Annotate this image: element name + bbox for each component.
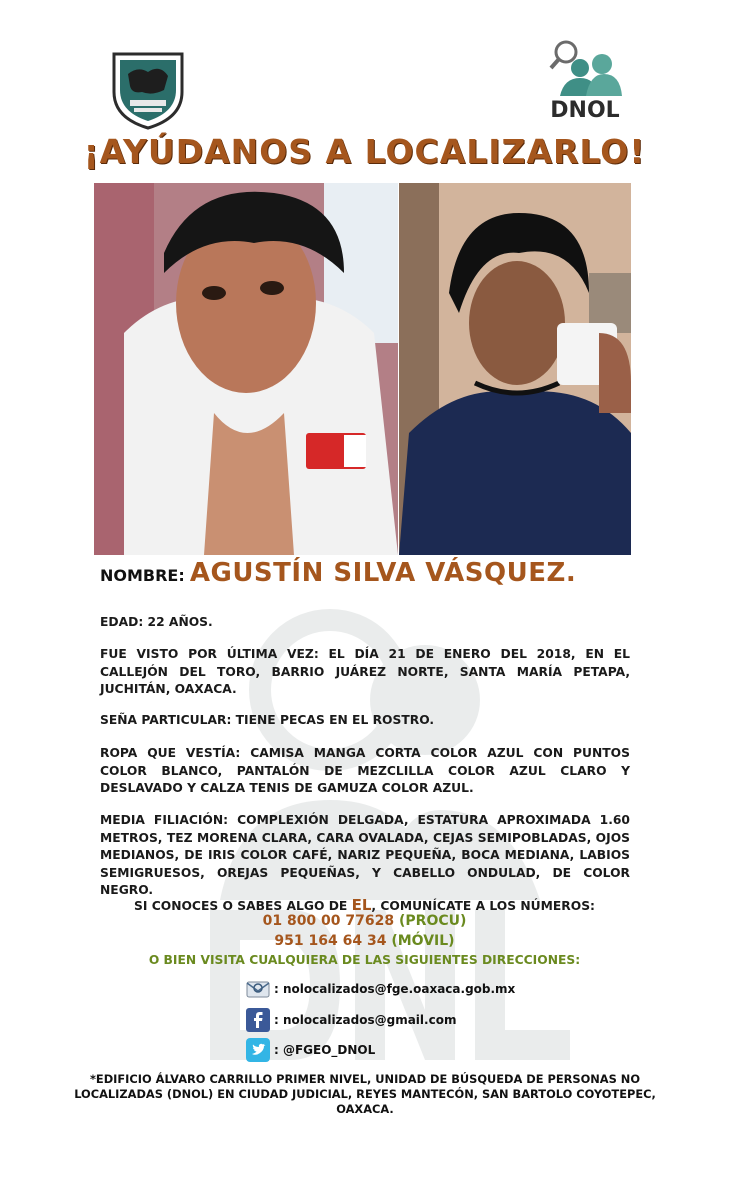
phone-line-procu [0, 913, 729, 929]
phone-tag-procu: (PROCU) [394, 913, 467, 929]
phone-line-movil [0, 933, 729, 949]
contact-intro-emphasis: EL [351, 896, 372, 914]
name-label: NOMBRE: [100, 566, 185, 585]
person-name: AGUSTÍN SILVA VÁSQUEZ. [189, 558, 577, 588]
facebook-contact-row[interactable] [246, 1007, 456, 1033]
email-address[interactable]: : nolocalizados@fge.oaxaca.gob.mx [274, 982, 516, 996]
twitter-icon [246, 1038, 270, 1062]
distinguishing-mark-text: SEÑA PARTICULAR: TIENE PECAS EN EL ROSTRO. [100, 713, 435, 727]
phone-number-movil[interactable]: 951 164 64 34 [274, 933, 387, 949]
contact-intro-after: , COMUNÍCATE A LOS NÚMEROS: [371, 899, 595, 913]
email-contact-row[interactable] [246, 976, 515, 1002]
contact-intro-before: SI CONOCES O SABES ALGO DE [134, 899, 352, 913]
physical-description-text: MEDIA FILIACIÓN: COMPLEXIÓN DELGADA, ESTATURA APROXIMADA 1.60 METROS, TEZ MORENA CLARA, CARA OVALADA, CEJAS SEMIPOBLADAS, OJOS MEDIANOS, DE IRIS COLOR CAFÉ, NARIZ PEQUEÑA, BOCA MEDIANA, LABIOS SEMIGRUESOS, OREJAS PEQUEÑAS, Y CABELLO ONDULAD, DE COLOR NEGRO. [100, 813, 630, 897]
contact-intro [0, 896, 729, 914]
person-name-line [100, 558, 576, 588]
clothing-text: ROPA QUE VESTÍA: CAMISA MANGA CORTA COLOR AZUL CON PUNTOS COLOR BLANCO, PANTALÓN DE MEZCLILLA COLOR AZUL CLARO Y DESLAVADO Y CALZA TENIS DE GAMUZA COLOR AZUL. [100, 746, 630, 795]
phone-tag-movil: (MÓVIL) [386, 933, 455, 949]
facebook-icon [246, 1008, 270, 1032]
twitter-contact-row[interactable] [246, 1037, 375, 1063]
visit-directions-text: O BIEN VISITA CUALQUIERA DE LAS SIGUIENTES DIRECCIONES: [148, 953, 581, 967]
phone-number-procu[interactable]: 01 800 00 77628 [262, 913, 395, 929]
email-icon [246, 977, 270, 1001]
missing-person-photo-1 [94, 183, 398, 555]
fge-oaxaca-logo [108, 34, 188, 130]
age-text: EDAD: 22 AÑOS. [100, 615, 213, 629]
twitter-handle[interactable]: : @FGEO_DNOL [274, 1043, 376, 1057]
headline: ¡AYÚDANOS A LOCALIZARLO! [83, 132, 646, 171]
last-seen-text: FUE VISTO POR ÚLTIMA VEZ: EL DÍA 21 DE ENERO DEL 2018, EN EL CALLEJÓN DEL TORO, BARRIO JUÁREZ NORTE, SANTA MARÍA PETAPA, JUCHITÁN, OAXACA. [100, 647, 630, 696]
footer-address: *EDIFICIO ÁLVARO CARRILLO PRIMER NIVEL, UNIDAD DE BÚSQUEDA DE PERSONAS NO LOCALIZADAS (DNOL) EN CIUDAD JUDICIAL, REYES MANTECÓN, SAN BARTOLO COYOTEPEC, OAXACA. [74, 1072, 656, 1116]
missing-person-photo-2 [399, 183, 631, 555]
dnol-logo-text: DNOL [550, 98, 620, 123]
facebook-account[interactable]: : nolocalizados@gmail.com [274, 1013, 457, 1027]
